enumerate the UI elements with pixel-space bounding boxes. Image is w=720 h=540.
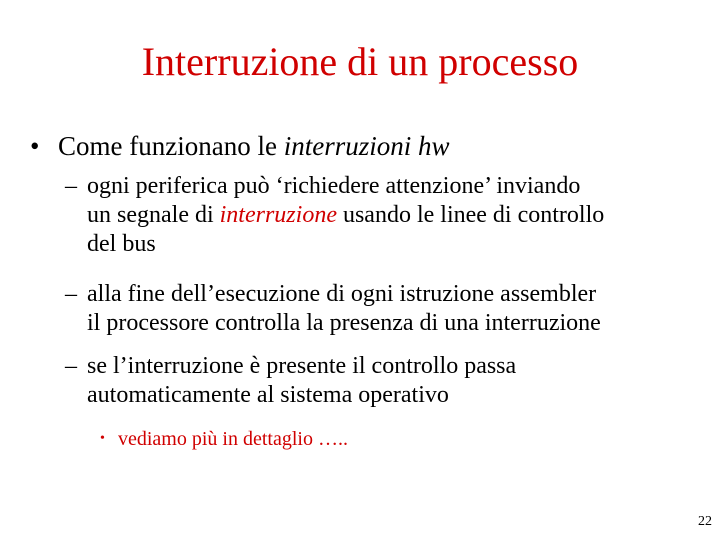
- subitem-line-part: usando le linee di controllo: [336, 202, 605, 228]
- subitem-line-part: un segnale di: [87, 202, 220, 228]
- bullet-marker: •: [30, 131, 40, 161]
- subitem-marker: –: [65, 173, 77, 199]
- subitem-line: del bus: [87, 231, 156, 257]
- subitem-marker: –: [65, 353, 77, 379]
- subitem-text: [87, 280, 707, 338]
- bullet-text: [58, 128, 698, 164]
- subitem-line: il processore controlla la presenza di una interruzione: [87, 310, 601, 336]
- bullet-text-italic: interruzioni hw: [283, 131, 450, 161]
- subitem-line: [87, 201, 707, 230]
- subitem-line: se l’interruzione è presente il controllo passa: [87, 353, 517, 379]
- page-number: 22: [698, 514, 712, 529]
- subitem-marker: –: [65, 281, 77, 307]
- subitem-text: [87, 172, 707, 259]
- subitem-line: alla fine dell’esecuzione di ogni istruzione assembler: [87, 281, 597, 307]
- highlight-term: interruzione: [219, 202, 337, 228]
- bullet-text-plain: Come funzionano le: [58, 131, 284, 161]
- subitem-text: [87, 352, 707, 410]
- subitem-line: automaticamente al sistema operativo: [87, 382, 449, 408]
- slide-title: Interruzione di un processo: [141, 39, 579, 84]
- bullet-text: vediamo più in dettaglio …..: [118, 428, 348, 450]
- subitem-line: ogni periferica può ‘richiedere attenzione’ inviando: [87, 173, 581, 199]
- bullet-marker: •: [100, 431, 105, 446]
